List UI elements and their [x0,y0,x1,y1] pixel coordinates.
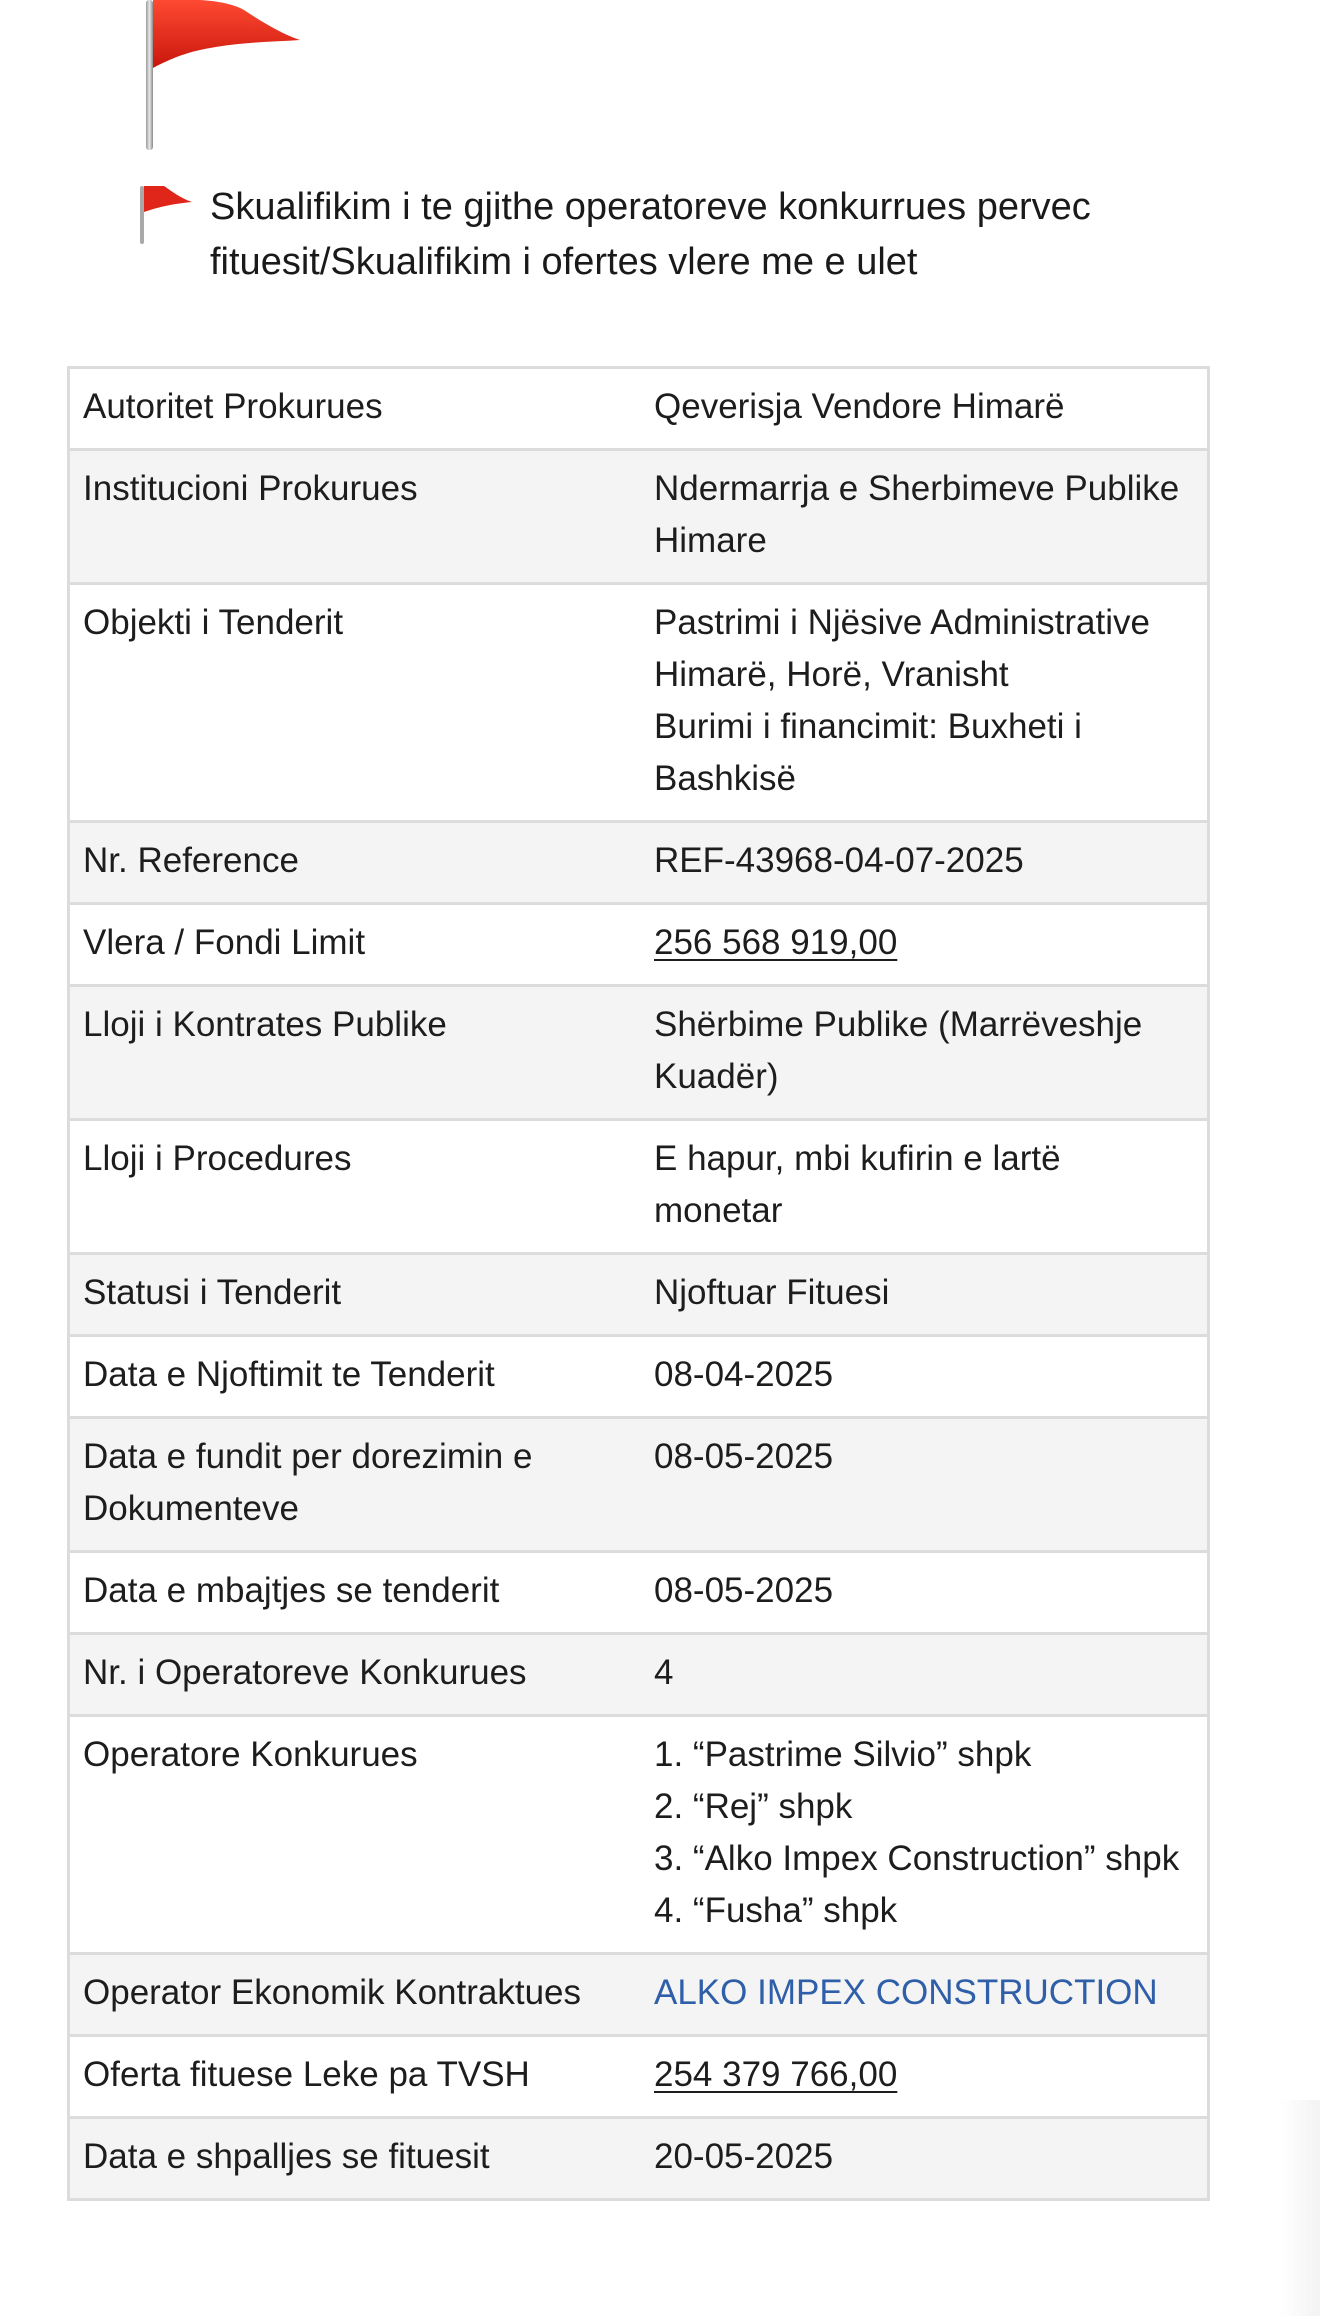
row-value: E hapur, mbi kufirin e lartë monetar [640,1120,1209,1254]
operator-list-item: 3. “Alko Impex Construction” shpk [654,1839,1180,1878]
table-row [69,986,1209,1120]
legend [136,180,1236,290]
funding-source: Burimi i financimit: Buxheti i Bashkisë [654,707,1082,798]
row-label: Vlera / Fondi Limit [69,904,641,986]
table-row [69,904,1209,986]
row-value: 08-04-2025 [640,1336,1209,1418]
table-row [69,1418,1209,1552]
table-row [69,368,1209,450]
table-row [69,2036,1209,2118]
legend-text: Skualifikim i te gjithe operatoreve konkurrues pervec fituesit/Skualifikim i ofertes vlere me e ulet [210,186,1091,283]
operator-list-item: 2. “Rej” shpk [654,1787,853,1826]
table-row [69,1120,1209,1254]
table-row [69,1254,1209,1336]
row-value: REF-43968-04-07-2025 [640,822,1209,904]
row-value: 08-05-2025 [640,1418,1209,1552]
row-label: Operator Ekonomik Kontraktues [69,1954,641,2036]
table-row [69,584,1209,822]
operator-list-item: 4. “Fusha” shpk [654,1891,898,1930]
row-value: Njoftuar Fituesi [640,1254,1209,1336]
tender-details-table [67,366,1210,2201]
tender-object: Pastrimi i Njësive Administrative Himarë, Horë, Vranisht [654,603,1150,694]
edge-shade [1280,2100,1320,2316]
winning-offer-value: 254 379 766,00 [654,2055,898,2094]
row-label: Data e fundit per dorezimin e Dokumenteve [69,1418,641,1552]
row-value: 08-05-2025 [640,1552,1209,1634]
row-value: Qeverisja Vendore Himarë [640,368,1209,450]
row-label: Data e Njoftimit te Tenderit [69,1336,641,1418]
row-label: Nr. i Operatoreve Konkurues [69,1634,641,1716]
row-label: Data e shpalljes se fituesit [69,2118,641,2200]
red-flag-icon [132,0,312,155]
row-value: Shërbime Publike (Marrëveshje Kuadër) [640,986,1209,1120]
row-value: 4 [640,1634,1209,1716]
table-row [69,1716,1209,1954]
small-red-flag-icon [136,184,196,246]
table-row [69,822,1209,904]
row-label: Lloji i Procedures [69,1120,641,1254]
table-row [69,1954,1209,2036]
fund-limit-value: 256 568 919,00 [654,923,898,962]
row-label: Lloji i Kontrates Publike [69,986,641,1120]
row-label: Statusi i Tenderit [69,1254,641,1336]
row-label: Data e mbajtjes se tenderit [69,1552,641,1634]
table-row [69,450,1209,584]
table-row [69,2118,1209,2200]
row-label: Oferta fituese Leke pa TVSH [69,2036,641,2118]
row-value: Ndermarrja e Sherbimeve Publike Himare [640,450,1209,584]
row-label: Autoritet Prokurues [69,368,641,450]
operator-list-item: 1. “Pastrime Silvio” shpk [654,1735,1032,1774]
winning-operator-link[interactable]: ALKO IMPEX CONSTRUCTION [654,1973,1158,2012]
table-row [69,1552,1209,1634]
table-row [69,1634,1209,1716]
row-label: Objekti i Tenderit [69,584,641,822]
table-row [69,1336,1209,1418]
row-value: 20-05-2025 [640,2118,1209,2200]
row-label: Operatore Konkurues [69,1716,641,1954]
row-label: Nr. Reference [69,822,641,904]
row-label: Institucioni Prokurues [69,450,641,584]
